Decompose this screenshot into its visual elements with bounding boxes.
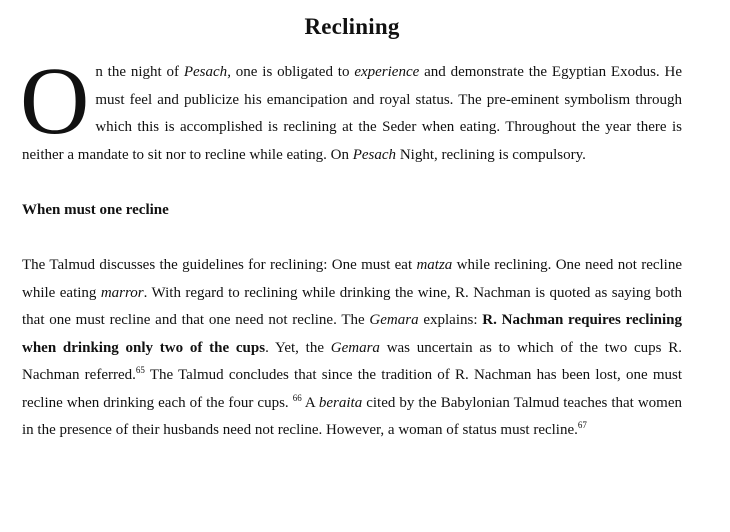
body-paragraph xyxy=(22,252,682,445)
intro-text-4: Night, reclining is compulsory. xyxy=(396,146,586,163)
body-text-3: . With regard to reclining while drinking the wine, R. Nachman is quoted as saying both that one must recline and that one need not recline. The xyxy=(22,284,682,328)
body-text-4: explains: xyxy=(418,312,483,328)
document-page xyxy=(22,0,682,445)
intro-italic-pesach: Pesach xyxy=(183,64,228,80)
intro-italic-experience: experience xyxy=(354,64,420,80)
intro-text-3: and demonstrate the Egyptian Exodus. He must feel and publicize his emancipation and royal status. The pre-eminent symbolism through which this is accomplished is reclining at the Seder when eating. Throughout the year there is neither a mandate to sit nor to recline while eating. On xyxy=(22,64,683,163)
footnote-ref-65[interactable]: 65 xyxy=(135,365,145,375)
body-text-7: The Talmud concludes that since the tradition of R. Nachman has been lost, one must recline when drinking each of the four cups. xyxy=(22,367,682,411)
page-title: Reclining xyxy=(304,14,400,39)
body-bold-statement: R. Nachman requires reclining when drinking only two of the cups xyxy=(22,312,682,356)
footnote-ref-67[interactable]: 67 xyxy=(577,420,587,430)
body-text-5: . Yet, the xyxy=(265,339,331,356)
intro-paragraph xyxy=(20,47,683,169)
body-italic-beraita: beraita xyxy=(318,394,363,411)
intro-text-2: , one is obligated to xyxy=(227,64,355,80)
body-text-6: was uncertain as to which of the two cups R. Nachman referred. xyxy=(22,339,682,383)
body-text-1: The Talmud discusses the guidelines for reclining: One must eat xyxy=(22,257,417,273)
intro-text-1: n the night of xyxy=(95,64,184,80)
section-heading: When must one recline xyxy=(22,202,169,218)
body-italic-marror: marror xyxy=(100,284,144,301)
drop-cap: O xyxy=(20,47,90,154)
footnote-ref-66[interactable]: 66 xyxy=(292,392,302,403)
intro-italic-pesach-2: Pesach xyxy=(352,146,397,163)
body-italic-matza: matza xyxy=(416,257,453,273)
body-text-8: A xyxy=(301,394,319,411)
body-text-9: cited by the Babylonian Talmud teaches that women in the presence of their husbands need not recline. However, a woman of status must recline. xyxy=(22,394,682,438)
body-text-2: while reclining. One need not recline while eating xyxy=(22,257,682,301)
body-italic-gemara: Gemara xyxy=(369,312,419,328)
body-italic-gemara-2: Gemara xyxy=(330,339,380,356)
